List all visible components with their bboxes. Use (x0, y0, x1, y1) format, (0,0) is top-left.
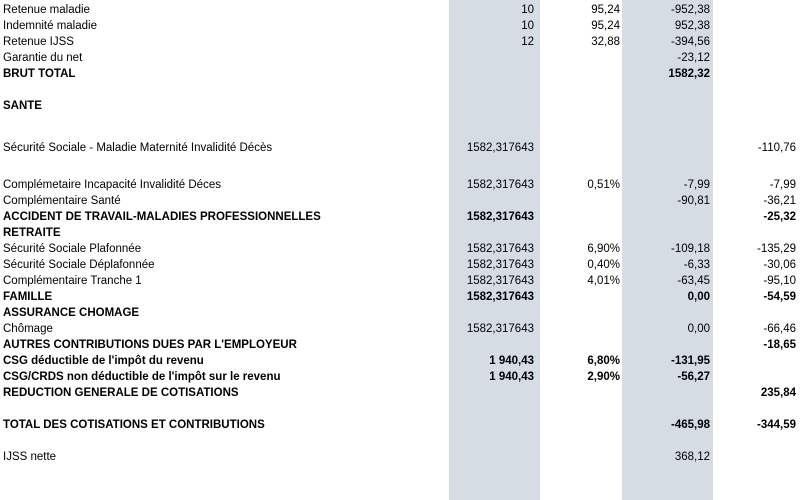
row-rate: 6,90% (587, 243, 620, 255)
row-employee-amount: -465,98 (670, 419, 710, 431)
row-employer-amount: -66,46 (763, 323, 796, 335)
row-employer-amount: -7,99 (769, 179, 796, 191)
row-label: Garantie du net (3, 52, 83, 64)
row-employer-amount: -54,59 (763, 291, 796, 303)
table-row (0, 34, 801, 50)
table-row (0, 385, 801, 401)
row-label: RETRAITE (3, 227, 61, 239)
row-employer-amount: -344,59 (756, 419, 796, 431)
row-employer-amount: -25,32 (763, 211, 796, 223)
row-label: Retenue IJSS (3, 36, 74, 48)
table-row (0, 140, 801, 156)
table-row (0, 18, 801, 34)
row-rate: 32,88 (591, 36, 620, 48)
row-label: REDUCTION GENERALE DE COTISATIONS (3, 387, 239, 399)
table-row (0, 82, 801, 98)
row-employee-amount: -7,99 (683, 179, 710, 191)
row-label: AUTRES CONTRIBUTIONS DUES PAR L'EMPLOYEUR (3, 339, 297, 351)
row-label: ASSURANCE CHOMAGE (3, 307, 140, 319)
row-label: Sécurité Sociale Plafonnée (3, 243, 142, 255)
row-label: Complémetaire Incapacité Invalidité Déces (3, 179, 221, 191)
row-employee-amount: 952,38 (674, 20, 710, 32)
table-row (0, 98, 801, 114)
table-row (0, 156, 801, 172)
row-base: 10 (521, 4, 534, 16)
row-employee-amount: -63,45 (677, 275, 710, 287)
row-label: Indemnité maladie (3, 20, 97, 32)
row-employer-amount: -95,10 (763, 275, 796, 287)
row-base: 1582,317643 (466, 243, 534, 255)
row-base: 1582,317643 (466, 179, 534, 191)
table-row (0, 66, 801, 82)
table-row (0, 305, 801, 321)
table-row (0, 321, 801, 337)
table-row (0, 257, 801, 273)
row-employee-amount: -394,56 (670, 36, 710, 48)
table-row (0, 433, 801, 449)
table-row (0, 50, 801, 66)
row-label: Complémentaire Tranche 1 (3, 275, 142, 287)
row-employer-amount: -30,06 (763, 259, 796, 271)
row-employee-amount: -109,18 (670, 243, 710, 255)
row-label: CSG/CRDS non déductible de l'impôt sur le revenu (3, 371, 281, 383)
row-label: BRUT TOTAL (3, 68, 76, 80)
row-rate: 0,40% (587, 259, 620, 271)
row-employee-amount: 1582,32 (668, 68, 710, 80)
row-label: CSG déductible de l'impôt du revenu (3, 355, 204, 367)
table-row (0, 241, 801, 257)
table-row (0, 225, 801, 241)
row-rate: 2,90% (587, 371, 620, 383)
row-base: 1 940,43 (489, 371, 534, 383)
row-employee-amount: -56,27 (677, 371, 710, 383)
row-employer-amount: -36,21 (763, 195, 796, 207)
table-row (0, 353, 801, 369)
row-label: Sécurité Sociale Déplafonnée (3, 259, 155, 271)
row-label: TOTAL DES COTISATIONS ET CONTRIBUTIONS (3, 419, 265, 431)
table-row (0, 2, 801, 18)
row-employee-amount: 0,00 (687, 291, 710, 303)
row-base: 1 940,43 (489, 355, 534, 367)
row-employee-amount: -23,12 (677, 52, 710, 64)
table-row (0, 369, 801, 385)
row-label: Retenue maladie (3, 4, 90, 16)
table-row (0, 209, 801, 225)
row-employee-amount: 0,00 (687, 323, 710, 335)
table-row (0, 273, 801, 289)
row-base: 1582,317643 (466, 323, 534, 335)
row-employer-amount: 235,84 (760, 387, 796, 399)
row-label: FAMILLE (3, 291, 53, 303)
row-employee-amount: -90,81 (677, 195, 710, 207)
row-base: 1582,317643 (466, 259, 534, 271)
row-base: 12 (521, 36, 534, 48)
row-label: Sécurité Sociale - Maladie Maternité Invalidité Décès (3, 142, 273, 154)
table-row (0, 417, 801, 433)
table-row (0, 449, 801, 465)
table-row (0, 337, 801, 353)
table-row (0, 289, 801, 305)
row-rate: 95,24 (591, 20, 620, 32)
row-employer-amount: -135,29 (756, 243, 796, 255)
row-label: IJSS nette (3, 451, 57, 463)
row-label: Chômage (3, 323, 53, 335)
row-label: ACCIDENT DE TRAVAIL-MALADIES PROFESSIONNELLES (3, 211, 321, 223)
row-label: SANTE (3, 100, 42, 112)
row-label: Complémentaire Santé (3, 195, 121, 207)
row-rate: 0,51% (587, 179, 620, 191)
row-rate: 95,24 (591, 4, 620, 16)
row-employer-amount: -18,65 (763, 339, 796, 351)
row-base: 1582,317643 (466, 211, 534, 223)
row-rate: 6,80% (587, 355, 620, 367)
row-base: 1582,317643 (466, 291, 534, 303)
row-employer-amount: -110,76 (757, 142, 796, 154)
row-employee-amount: -131,95 (670, 355, 710, 367)
table-row (0, 177, 801, 193)
row-employee-amount: 368,12 (674, 451, 710, 463)
row-base: 10 (521, 20, 534, 32)
row-rate: 4,01% (587, 275, 620, 287)
row-employee-amount: -952,38 (670, 4, 710, 16)
row-base: 1582,317643 (466, 275, 534, 287)
table-row (0, 401, 801, 417)
table-row (0, 193, 801, 209)
table-row (0, 114, 801, 130)
row-base: 1582,317643 (466, 142, 534, 154)
row-employee-amount: -6,33 (683, 259, 710, 271)
